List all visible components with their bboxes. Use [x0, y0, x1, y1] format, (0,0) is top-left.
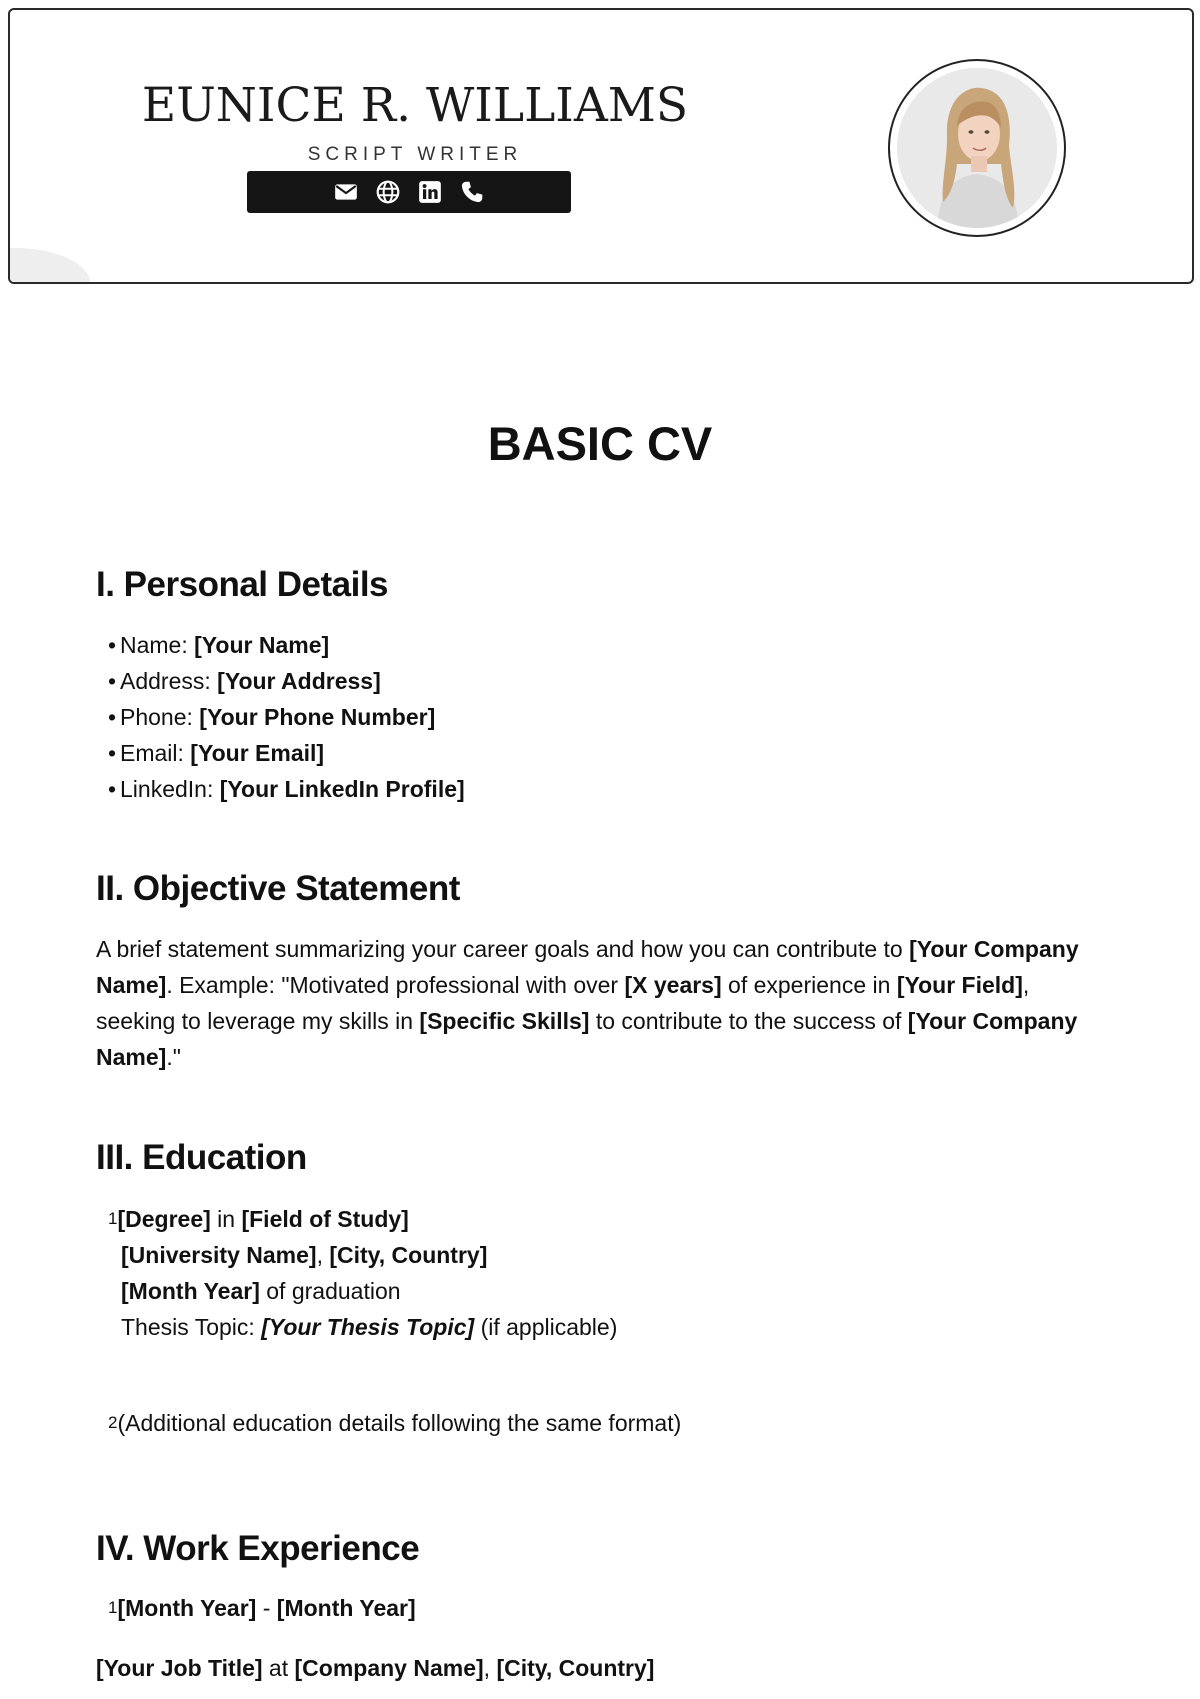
email-icon[interactable] — [331, 177, 361, 207]
education-heading: III. Education — [96, 1138, 307, 1177]
globe-icon[interactable] — [373, 177, 403, 207]
profile-photo — [897, 68, 1057, 228]
candidate-role: SCRIPT WRITER — [307, 144, 523, 165]
document-title: BASIC CV — [487, 417, 713, 470]
profile-photo-frame — [888, 59, 1066, 237]
list-item: • Address: [Your Address] — [108, 668, 381, 694]
work-entry-title: [Your Job Title] at [Company Name], [City, Country] — [96, 1655, 655, 1681]
candidate-name: EUNICE R. WILLIAMS — [141, 78, 689, 133]
header-card — [8, 8, 1194, 284]
phone-icon[interactable] — [457, 177, 487, 207]
work-entry-dates: 1[Month Year] - [Month Year] — [108, 1595, 416, 1621]
list-item: • Name: [Your Name] — [108, 632, 330, 658]
list-item: • LinkedIn: [Your LinkedIn Profile] — [108, 776, 465, 802]
objective-paragraph: A brief statement summarizing your career goals and how you can contribute to [Your Company Name]. Example: "Motivated professional with over [X years] of experience in [Your Field], seeking to leverage my skills in [Specific Skills] to contribute to the success of [Your Company Name]." — [96, 936, 1079, 1070]
list-item: • Email: [Your Email] — [108, 740, 325, 766]
linkedin-icon[interactable] — [415, 177, 445, 207]
list-item: • Phone: [Your Phone Number] — [108, 704, 436, 730]
personal-details-heading: I. Personal Details — [96, 565, 389, 604]
education-entry: 2(Additional education details following the same format) — [108, 1410, 682, 1436]
decorative-swoosh — [8, 248, 90, 284]
personal-details-list — [108, 627, 465, 807]
work-experience-heading: IV. Work Experience — [96, 1529, 420, 1568]
education-entry: 1[Degree] in [Field of Study] [University Name], [City, Country] [Month Year] of graduation Thesis Topic: [Your Thesis Topic] (if applicable) — [108, 1206, 618, 1340]
contact-bar — [247, 171, 571, 213]
objective-heading: II. Objective Statement — [96, 869, 460, 908]
